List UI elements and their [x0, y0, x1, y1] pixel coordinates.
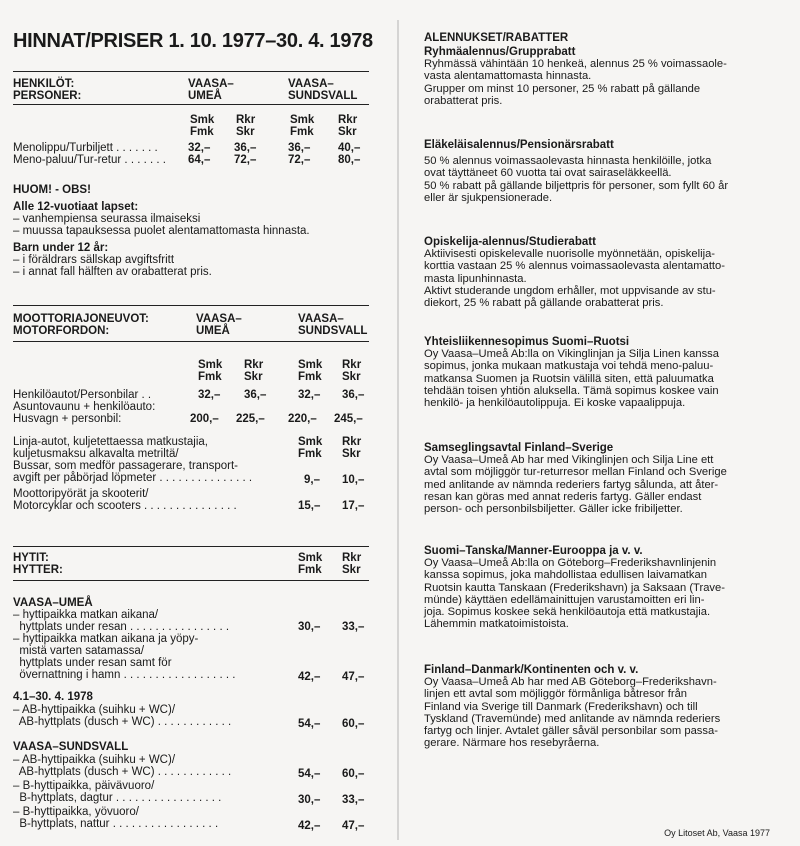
notice-title: HUOM! - OBS!: [13, 184, 91, 196]
route-header: UMEÅ: [188, 90, 222, 102]
section-line: sopimus, jonka mukaan matkustaja voi tehdä meno-paluu-: [424, 360, 714, 373]
fare-value: 33,–: [342, 621, 365, 633]
divider: [13, 71, 369, 72]
section-line: orabatterat pris.: [424, 94, 503, 107]
section-line: vasta alentamattomasta hinnasta.: [424, 70, 592, 83]
route-header: VAASA–: [288, 78, 334, 90]
section-title: Yhteisliikennesopimus Suomi–Ruotsi: [424, 336, 630, 348]
section-line: Ryhmässä vähintään 10 henkeä, alennus 25 % voimassaole-: [424, 58, 727, 70]
currency-header: Rkr: [342, 359, 362, 371]
section-line: diekort, 25 % rabatt på gällande orabatterat pris.: [424, 297, 664, 310]
divider: [13, 580, 369, 581]
cabin-label: – AB-hyttipaikka (suihku + WC)/: [13, 704, 176, 716]
period-title: 4.1–30. 4. 1978: [13, 691, 93, 703]
discount-section: [424, 545, 790, 631]
cabin-label: – AB-hyttipaikka (suihku + WC)/: [13, 754, 176, 766]
persons-label-fi: HENKILÖT:: [13, 78, 75, 90]
section-line: masta lipunhinnasta.: [424, 272, 527, 285]
currency-header: Skr: [342, 564, 361, 576]
divider: [13, 305, 369, 306]
section-title: Ryhmäalennus/Grupprabatt: [424, 46, 576, 58]
cabin-label: AB-hyttplats (dusch + WC) . . . . . . . . . . . .: [13, 766, 232, 778]
section-line: tehdään toisen yhtiön aluksella. Tämä sopimus koskee vain: [424, 384, 719, 397]
section-line: Aktivt studerande ungdom erhåller, mot uppvisande av stu-: [424, 284, 716, 297]
section-line: Oy Vaasa–Umeå Ab:lla on Göteborg–Frederikshavnlinjenin: [424, 557, 717, 569]
cabin-label: – hyttipaikka matkan aikana ja yöpy-: [13, 633, 199, 645]
persons-label-sv: PERSONER:: [13, 90, 82, 102]
vehicle-label: Husvagn + personbil:: [13, 413, 122, 425]
currency-header: Rkr: [342, 552, 362, 564]
fare-value: 30,–: [298, 621, 321, 633]
vehicle-label: Motorcyklar och scooters . . . . . . . . . . . . . . .: [13, 500, 237, 512]
discount-section: [424, 664, 790, 750]
section-line: Ruotsin kautta Tanskaan (Frederikshavn) ja Saksaan (Trave-: [424, 581, 725, 594]
fare-value: 47,–: [342, 820, 365, 832]
currency-header: Skr: [236, 126, 255, 138]
route-header: SUNDSVALL: [288, 90, 358, 102]
section-line: Finland via Sverige till Danmark (Frederikshavn) och till: [424, 700, 698, 713]
discount-section: [424, 442, 790, 515]
currency-header: Skr: [342, 448, 361, 460]
fare-value: 32,–: [298, 389, 321, 401]
section-line: Grupper om minst 10 personer, 25 % rabatt på gällande: [424, 82, 701, 95]
fare-value: 60,–: [342, 718, 365, 730]
page-title: HINNAT/PRISER 1. 10. 1977–30. 4. 1978: [13, 30, 373, 52]
section-line: avtal som möjliggör tur-returresor mellan Finland och Sverige: [424, 466, 727, 479]
fare-value: 72,–: [234, 154, 257, 166]
fare-label: Meno-paluu/Tur-retur . . . . . . .: [13, 154, 166, 166]
discount-section: [424, 139, 790, 204]
section-line: 50 % rabatt på gällande biljettpris för personer, som fyllt 60 år: [424, 179, 729, 192]
discount-section: [424, 46, 790, 107]
cabin-label: hyttplats under resan . . . . . . . . . . . . . . . .: [13, 621, 230, 633]
section-line: gerare. Närmare hos resebyråerna.: [424, 737, 600, 750]
route-header: VAASA–: [196, 313, 242, 325]
route-header: SUNDSVALL: [298, 325, 368, 337]
currency-header: Skr: [338, 126, 357, 138]
cabin-label: hyttplats under resan samt för: [13, 657, 172, 669]
fare-value: 245,–: [334, 413, 363, 425]
section-line: person- och personbilsbiljetter. Gäller icke fribiljetter.: [424, 503, 683, 516]
section-line: Tyskland (Travemünde) med anlitande av nämnda rederiers: [424, 712, 721, 725]
currency-header: Skr: [244, 371, 263, 383]
section-line: Lähemmin matkatoimistoista.: [424, 618, 569, 631]
route-header: VAASA–: [298, 313, 344, 325]
cabin-label: – B-hyttipaikka, yövuoro/: [13, 806, 139, 818]
cabin-label: – hyttipaikka matkan aikana/: [13, 609, 159, 621]
currency-header: Fmk: [290, 126, 314, 138]
currency-header: Smk: [290, 114, 315, 126]
fare-value: 54,–: [298, 718, 321, 730]
fare-value: 54,–: [298, 768, 321, 780]
route-title: VAASA–UMEÅ: [13, 597, 93, 609]
section-line: korttia vastaan 25 % alennus voimassaolevasta alentamatto-: [424, 260, 725, 273]
fare-value: 80,–: [338, 154, 361, 166]
vehicle-label: Asuntovaunu + henkilöauto:: [13, 401, 156, 413]
vehicle-label: Moottoripyörät ja skooterit/: [13, 488, 149, 500]
currency-header: Fmk: [190, 126, 214, 138]
fare-value: 200,–: [190, 413, 219, 425]
fare-value: 9,–: [304, 474, 320, 486]
fare-value: 220,–: [288, 413, 317, 425]
currency-header: Rkr: [244, 359, 264, 371]
fare-value: 42,–: [298, 671, 321, 683]
fare-value: 10,–: [342, 474, 365, 486]
section-title: Samseglingsavtal Finland–Sverige: [424, 442, 614, 454]
cabin-label: – B-hyttipaikka, päivävuoro/: [13, 780, 155, 792]
vehicles-label-fi: MOOTTORIAJONEUVOT:: [13, 313, 149, 325]
section-line: med anlitande av nämnda rederiers fartyg sålunda, att åter-: [424, 478, 719, 491]
cabin-label: övernattning i hamn . . . . . . . . . . . . . . . . . .: [13, 669, 236, 681]
section-line: Aktiivisesti opiskelevalle nuorisolle myönnetään, opiskelija-: [424, 248, 716, 260]
section-line: Oy Vaasa–Umeå Ab har med AB Göteborg–Frederikshavn-: [424, 676, 717, 688]
vehicle-label: avgift per påbörjad löpmeter . . . . . . . . . . . . . . .: [13, 472, 253, 484]
route-title: VAASA–SUNDSVALL: [13, 741, 129, 753]
vehicle-label: Linja-autot, kuljetettaessa matkustajia,: [13, 436, 208, 448]
fare-value: 30,–: [298, 794, 321, 806]
section-title: Suomi–Tanska/Manner-Eurooppa ja v. v.: [424, 545, 643, 557]
fare-label: Menolippu/Turbiljett . . . . . . .: [13, 142, 158, 154]
fare-value: 72,–: [288, 154, 311, 166]
discount-section: [424, 336, 790, 409]
currency-header: Rkr: [338, 114, 358, 126]
discounts-heading: ALENNUKSET/RABATTER: [424, 32, 569, 44]
section-line: fartyg och linjer. Avtalet gäller såväl personbilar som passa-: [424, 725, 718, 738]
currency-header: Smk: [190, 114, 215, 126]
notice-line: – vanhempiensa seurassa ilmaiseksi: [13, 213, 201, 225]
section-line: linjen ett avtal som möjliggör förmånliga båtresor från: [424, 688, 688, 701]
discount-section: [424, 236, 790, 309]
currency-header: Rkr: [236, 114, 256, 126]
divider: [13, 341, 369, 342]
section-line: Oy Vaasa–Umeå Ab har med Vikinglinjen och Silja Line ett: [424, 454, 714, 466]
fare-value: 40,–: [338, 142, 361, 154]
currency-header: Skr: [342, 371, 361, 383]
vehicle-label: Bussar, som medför passagerare, transport-: [13, 460, 238, 472]
cabin-label: mistä varten satamassa/: [13, 645, 145, 657]
fare-value: 47,–: [342, 671, 365, 683]
section-line: 50 % alennus voimassaolevasta hinnasta henkilöille, jotka: [424, 155, 712, 167]
cabin-label: B-hyttplats, dagtur . . . . . . . . . . . . . . . . .: [13, 792, 222, 804]
currency-header: Fmk: [298, 564, 322, 576]
fare-value: 32,–: [188, 142, 211, 154]
fare-value: 225,–: [236, 413, 265, 425]
fare-value: 32,–: [198, 389, 221, 401]
fare-value: 33,–: [342, 794, 365, 806]
section-title: Eläkeläisalennus/Pensionärsrabatt: [424, 139, 614, 151]
fare-value: 36,–: [234, 142, 257, 154]
fare-value: 64,–: [188, 154, 211, 166]
currency-header: Fmk: [298, 448, 322, 460]
notice-line: – muussa tapauksessa puolet alentamattomasta hinnasta.: [13, 225, 310, 237]
fare-value: 60,–: [342, 768, 365, 780]
fare-value: 42,–: [298, 820, 321, 832]
notice-heading: Alle 12-vuotiaat lapset:: [13, 201, 139, 213]
notice-heading: Barn under 12 år:: [13, 242, 109, 254]
cabins-label-sv: HYTTER:: [13, 564, 63, 576]
section-line: ovat täyttäneet 60 vuotta tai ovat sairaseläkkeellä.: [424, 167, 672, 180]
vehicle-label: kuljetusmaksu alkavalta metriltä/: [13, 448, 179, 460]
fare-value: 36,–: [288, 142, 311, 154]
currency-header: Smk: [298, 359, 323, 371]
vehicle-label: Henkilöautot/Personbilar . .: [13, 389, 152, 401]
fare-value: 15,–: [298, 500, 321, 512]
section-line: joja. Sopimus koskee sekä henkilöautoja että matkustajia.: [424, 606, 711, 619]
currency-header: Fmk: [198, 371, 222, 383]
route-header: UMEÅ: [196, 325, 230, 337]
section-line: resan kan göras med annat rederis fartyg. Gäller endast: [424, 490, 702, 503]
section-line: henkilö- ja henkilöautolippuja. Ei koske vapaalippuja.: [424, 397, 686, 410]
section-line: kanssa sopimus, joka mahdollistaa edullisen laivamatkan: [424, 569, 707, 582]
section-line: Oy Vaasa–Umeå Ab:lla on Vikinglinjan ja Silja Linen kanssa: [424, 348, 719, 360]
divider: [13, 104, 369, 105]
currency-header: Smk: [298, 552, 323, 564]
fare-value: 17,–: [342, 500, 365, 512]
notice-line: – i annat fall hälften av orabatterat pris.: [13, 266, 212, 278]
notice-line: – i föräldrars sällskap avgiftsfritt: [13, 254, 175, 266]
discounts-column: [404, 0, 800, 846]
printer-credit: Oy Litoset Ab, Vaasa 1977: [664, 828, 770, 838]
fare-value: 36,–: [342, 389, 365, 401]
fare-value: 36,–: [244, 389, 267, 401]
currency-header: Rkr: [342, 436, 362, 448]
section-line: münde) käyttäen edellämainittujen varustamoitten eri lin-: [424, 593, 705, 606]
route-header: VAASA–: [188, 78, 234, 90]
currency-header: Fmk: [298, 371, 322, 383]
divider: [13, 546, 369, 547]
currency-header: Smk: [198, 359, 223, 371]
cabins-label-fi: HYTIT:: [13, 552, 49, 564]
vehicles-label-sv: MOTORFORDON:: [13, 325, 110, 337]
section-line: eller är sjukpensionerade.: [424, 191, 553, 204]
currency-header: Smk: [298, 436, 323, 448]
cabin-label: AB-hyttplats (dusch + WC) . . . . . . . . . . . .: [13, 716, 232, 728]
section-title: Opiskelija-alennus/Studierabatt: [424, 236, 596, 248]
column-divider: [397, 20, 399, 840]
section-title: Finland–Danmark/Kontinenten och v. v.: [424, 664, 639, 676]
cabin-label: B-hyttplats, nattur . . . . . . . . . . . . . . . . .: [13, 818, 219, 830]
section-line: matkansa Suomen ja Ruotsin välillä siten, että paluumatka: [424, 372, 714, 385]
